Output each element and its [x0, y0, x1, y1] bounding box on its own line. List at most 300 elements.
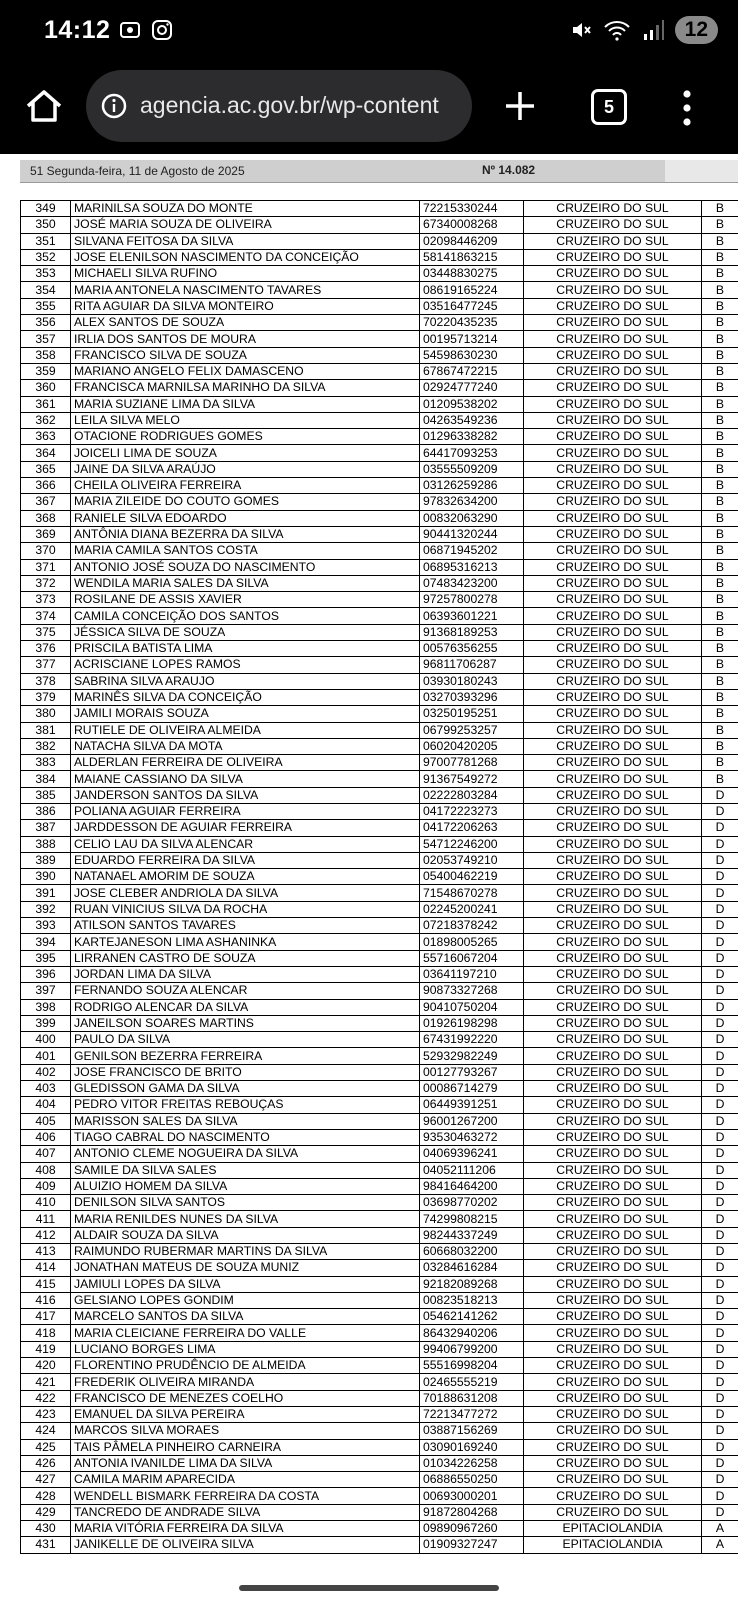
table-row [21, 771, 738, 787]
row-number: 402 [21, 1064, 71, 1080]
category: D [702, 1015, 738, 1031]
browser-toolbar [0, 62, 738, 154]
table-row [21, 803, 738, 819]
category: B [702, 380, 738, 396]
city: CRUZEIRO DO SUL [524, 1309, 702, 1325]
cpf-number: 02465555219 [420, 1374, 524, 1390]
table-row [21, 363, 738, 379]
cpf-number: 09890967260 [420, 1521, 524, 1537]
person-name: NATANAEL AMORIM DE SOUZA [71, 869, 420, 885]
table-row [21, 1162, 738, 1178]
person-name: ALUIZIO HOMEM DA SILVA [71, 1178, 420, 1194]
category: D [702, 852, 738, 868]
row-number: 387 [21, 820, 71, 836]
table-row [21, 1015, 738, 1031]
category: B [702, 201, 738, 217]
cpf-number: 03284616284 [420, 1260, 524, 1276]
city: CRUZEIRO DO SUL [524, 820, 702, 836]
category: B [702, 331, 738, 347]
table-row [21, 1439, 738, 1455]
row-number: 374 [21, 608, 71, 624]
cpf-number: 00832063290 [420, 510, 524, 526]
row-number: 366 [21, 478, 71, 494]
person-name: MARIANO ANGELO FELIX DAMASCENO [71, 363, 420, 379]
row-number: 384 [21, 771, 71, 787]
city: CRUZEIRO DO SUL [524, 657, 702, 673]
table-row [21, 298, 738, 314]
city: CRUZEIRO DO SUL [524, 1178, 702, 1194]
notification-count-badge: 12 [675, 16, 718, 44]
table-row [21, 1244, 738, 1260]
person-name: JAMIULI LOPES DA SILVA [71, 1276, 420, 1292]
row-number: 352 [21, 249, 71, 265]
issue-number: Nº 14.082 [482, 163, 536, 177]
category: D [702, 869, 738, 885]
category: A [702, 1521, 738, 1537]
category: D [702, 1032, 738, 1048]
city: CRUZEIRO DO SUL [524, 1374, 702, 1390]
row-number: 404 [21, 1097, 71, 1113]
city: CRUZEIRO DO SUL [524, 1325, 702, 1341]
city: CRUZEIRO DO SUL [524, 673, 702, 689]
table-row [21, 673, 738, 689]
row-number: 364 [21, 445, 71, 461]
category: B [702, 510, 738, 526]
category: B [702, 657, 738, 673]
signal-icon [641, 18, 665, 42]
table-row [21, 494, 738, 510]
cpf-number: 99406799200 [420, 1341, 524, 1357]
cpf-number: 06895316213 [420, 559, 524, 575]
row-number: 427 [21, 1472, 71, 1488]
cpf-number: 74299808215 [420, 1211, 524, 1227]
person-name: NATACHA SILVA DA MOTA [71, 738, 420, 754]
row-number: 383 [21, 755, 71, 771]
row-number: 400 [21, 1032, 71, 1048]
category: B [702, 315, 738, 331]
city: CRUZEIRO DO SUL [524, 559, 702, 575]
table-row [21, 934, 738, 950]
person-name: LIRRANEN CASTRO DE SOUZA [71, 950, 420, 966]
clock: 14:12 [44, 16, 111, 44]
city: CRUZEIRO DO SUL [524, 315, 702, 331]
table-row [21, 999, 738, 1015]
category: D [702, 1309, 738, 1325]
table-row [21, 885, 738, 901]
new-tab-icon[interactable] [500, 86, 540, 126]
mute-icon [569, 18, 593, 42]
cpf-number: 03250195251 [420, 706, 524, 722]
city: CRUZEIRO DO SUL [524, 526, 702, 542]
row-number: 382 [21, 738, 71, 754]
table-row [21, 396, 738, 412]
city: CRUZEIRO DO SUL [524, 363, 702, 379]
row-number: 426 [21, 1455, 71, 1471]
city: CRUZEIRO DO SUL [524, 266, 702, 282]
person-name: LEILA SILVA MELO [71, 412, 420, 428]
header-tab [665, 160, 738, 182]
cpf-number: 64417093253 [420, 445, 524, 461]
person-name: MARCOS SILVA MORAES [71, 1423, 420, 1439]
cpf-number: 00086714279 [420, 1081, 524, 1097]
table-row [21, 592, 738, 608]
row-number: 389 [21, 852, 71, 868]
person-name: PAULO DA SILVA [71, 1032, 420, 1048]
person-name: MARIA VITÓRIA FERREIRA DA SILVA [71, 1521, 420, 1537]
cpf-number: 55516998204 [420, 1358, 524, 1374]
person-name: GELSIANO LOPES GONDIM [71, 1292, 420, 1308]
table-row [21, 331, 738, 347]
category: B [702, 445, 738, 461]
cpf-number: 52932982249 [420, 1048, 524, 1064]
city: CRUZEIRO DO SUL [524, 1081, 702, 1097]
row-number: 422 [21, 1390, 71, 1406]
person-name: PRISCILA BATISTA LIMA [71, 641, 420, 657]
person-name: CAMILA CONCEIÇÃO DOS SANTOS [71, 608, 420, 624]
row-number: 429 [21, 1504, 71, 1520]
cpf-number: 00195713214 [420, 331, 524, 347]
city: CRUZEIRO DO SUL [524, 1113, 702, 1129]
table-row [21, 1423, 738, 1439]
person-name: SAMILE DA SILVA SALES [71, 1162, 420, 1178]
person-name: RUAN VINICIUS SILVA DA ROCHA [71, 901, 420, 917]
cpf-number: 97832634200 [420, 494, 524, 510]
cpf-number: 91367549272 [420, 771, 524, 787]
instagram-icon [150, 18, 174, 42]
city: CRUZEIRO DO SUL [524, 1406, 702, 1422]
table-row [21, 608, 738, 624]
category: D [702, 820, 738, 836]
row-number: 418 [21, 1325, 71, 1341]
city: CRUZEIRO DO SUL [524, 738, 702, 754]
cpf-number: 04052111206 [420, 1162, 524, 1178]
cpf-number: 67431992220 [420, 1032, 524, 1048]
city: CRUZEIRO DO SUL [524, 950, 702, 966]
person-name: MAIANE CASSIANO DA SILVA [71, 771, 420, 787]
page-header [20, 160, 738, 183]
city: CRUZEIRO DO SUL [524, 771, 702, 787]
category: D [702, 1227, 738, 1243]
row-number: 379 [21, 689, 71, 705]
row-number: 351 [21, 233, 71, 249]
category: D [702, 1113, 738, 1129]
row-number: 350 [21, 217, 71, 233]
table-row [21, 1390, 738, 1406]
table-row [21, 201, 738, 217]
person-name: MARINILSA SOUZA DO MONTE [71, 201, 420, 217]
category: D [702, 966, 738, 982]
city: CRUZEIRO DO SUL [524, 347, 702, 363]
table-row [21, 1032, 738, 1048]
person-name: ALDAIR SOUZA DA SILVA [71, 1227, 420, 1243]
category: B [702, 624, 738, 640]
cpf-number: 04172206263 [420, 820, 524, 836]
row-number: 390 [21, 869, 71, 885]
category: D [702, 1439, 738, 1455]
table-row [21, 641, 738, 657]
category: D [702, 1146, 738, 1162]
category: A [702, 1537, 738, 1553]
person-name: MARIA ZILEIDE DO COUTO GOMES [71, 494, 420, 510]
category: B [702, 217, 738, 233]
city: CRUZEIRO DO SUL [524, 1341, 702, 1357]
cpf-number: 06020420205 [420, 738, 524, 754]
category: B [702, 608, 738, 624]
row-number: 359 [21, 363, 71, 379]
row-number: 401 [21, 1048, 71, 1064]
city: CRUZEIRO DO SUL [524, 787, 702, 803]
city: CRUZEIRO DO SUL [524, 689, 702, 705]
row-number: 362 [21, 412, 71, 428]
cpf-number: 05462141262 [420, 1309, 524, 1325]
person-name: OTACIONE RODRIGUES GOMES [71, 429, 420, 445]
row-number: 381 [21, 722, 71, 738]
category: D [702, 885, 738, 901]
cpf-number: 00693000201 [420, 1488, 524, 1504]
category: B [702, 249, 738, 265]
row-number: 406 [21, 1129, 71, 1145]
row-number: 378 [21, 673, 71, 689]
category: B [702, 543, 738, 559]
category: D [702, 1292, 738, 1308]
table-row [21, 1504, 738, 1520]
person-name: MARINÊS SILVA DA CONCEIÇÃO [71, 689, 420, 705]
cpf-number: 02222803284 [420, 787, 524, 803]
city: CRUZEIRO DO SUL [524, 1211, 702, 1227]
person-name: JOSE FRANCISCO DE BRITO [71, 1064, 420, 1080]
table-row [21, 1195, 738, 1211]
city: CRUZEIRO DO SUL [524, 1260, 702, 1276]
city: CRUZEIRO DO SUL [524, 1455, 702, 1471]
table-row [21, 282, 738, 298]
table-row [21, 1048, 738, 1064]
cpf-number: 01926198298 [420, 1015, 524, 1031]
category: B [702, 706, 738, 722]
city: CRUZEIRO DO SUL [524, 1195, 702, 1211]
table-row [21, 1064, 738, 1080]
city: CRUZEIRO DO SUL [524, 1244, 702, 1260]
address-bar[interactable] [86, 70, 472, 142]
page-label: 51 Segunda-feira, 11 de Agosto de 2025 [30, 164, 245, 178]
row-number: 407 [21, 1146, 71, 1162]
city: CRUZEIRO DO SUL [524, 901, 702, 917]
table-row [21, 249, 738, 265]
category: B [702, 738, 738, 754]
cpf-number: 03641197210 [420, 966, 524, 982]
table-row [21, 380, 738, 396]
category: B [702, 461, 738, 477]
category: D [702, 999, 738, 1015]
person-name: GENILSON BEZERRA FERREIRA [71, 1048, 420, 1064]
table-row [21, 918, 738, 934]
row-number: 428 [21, 1488, 71, 1504]
city: CRUZEIRO DO SUL [524, 298, 702, 314]
row-number: 405 [21, 1113, 71, 1129]
table-row [21, 1472, 738, 1488]
cpf-number: 00576356255 [420, 641, 524, 657]
category: B [702, 298, 738, 314]
person-name: RITA AGUIAR DA SILVA MONTEIRO [71, 298, 420, 314]
table-row [21, 1276, 738, 1292]
person-name: ALDERLAN FERREIRA DE OLIVEIRA [71, 755, 420, 771]
category: D [702, 918, 738, 934]
category: D [702, 983, 738, 999]
more-menu-icon[interactable] [682, 88, 692, 128]
city: CRUZEIRO DO SUL [524, 608, 702, 624]
home-icon[interactable] [22, 84, 66, 128]
category: B [702, 396, 738, 412]
person-name: POLIANA AGUIAR FERREIRA [71, 803, 420, 819]
row-number: 386 [21, 803, 71, 819]
row-number: 391 [21, 885, 71, 901]
person-name: EDUARDO FERREIRA DA SILVA [71, 852, 420, 868]
person-name: FERNANDO SOUZA ALENCAR [71, 983, 420, 999]
person-name: JOSÉ MARIA SOUZA DE OLIVEIRA [71, 217, 420, 233]
tab-switcher-button[interactable]: 5 [591, 89, 627, 125]
cpf-number: 06449391251 [420, 1097, 524, 1113]
category: B [702, 559, 738, 575]
category: D [702, 901, 738, 917]
category: D [702, 950, 738, 966]
person-name: DENILSON SILVA SANTOS [71, 1195, 420, 1211]
city: CRUZEIRO DO SUL [524, 1129, 702, 1145]
person-name: MARIA RENILDES NUNES DA SILVA [71, 1211, 420, 1227]
table-row [21, 1521, 738, 1537]
table-row [21, 412, 738, 428]
table-row [21, 478, 738, 494]
home-gesture-handle[interactable] [239, 1585, 499, 1591]
city: CRUZEIRO DO SUL [524, 624, 702, 640]
category: D [702, 1081, 738, 1097]
category: D [702, 787, 738, 803]
city: CRUZEIRO DO SUL [524, 836, 702, 852]
url-text[interactable]: agencia.ac.gov.br/wp-content [140, 92, 439, 118]
table-row [21, 869, 738, 885]
cpf-number: 01209538202 [420, 396, 524, 412]
cpf-number: 03930180243 [420, 673, 524, 689]
person-name: KARTEJANESON LIMA ASHANINKA [71, 934, 420, 950]
cpf-number: 01034226258 [420, 1455, 524, 1471]
category: B [702, 641, 738, 657]
cpf-number: 03887156269 [420, 1423, 524, 1439]
row-number: 403 [21, 1081, 71, 1097]
cpf-number: 03126259286 [420, 478, 524, 494]
table-row [21, 738, 738, 754]
city: CRUZEIRO DO SUL [524, 1488, 702, 1504]
cpf-number: 90873327268 [420, 983, 524, 999]
row-number: 371 [21, 559, 71, 575]
city: CRUZEIRO DO SUL [524, 217, 702, 233]
results-table [20, 200, 738, 1554]
category: D [702, 1048, 738, 1064]
category: B [702, 233, 738, 249]
row-number: 365 [21, 461, 71, 477]
cpf-number: 06871945202 [420, 543, 524, 559]
row-number: 376 [21, 641, 71, 657]
row-number: 416 [21, 1292, 71, 1308]
city: CRUZEIRO DO SUL [524, 233, 702, 249]
cpf-number: 70188631208 [420, 1390, 524, 1406]
city: CRUZEIRO DO SUL [524, 1423, 702, 1439]
cpf-number: 08619165224 [420, 282, 524, 298]
table-row [21, 510, 738, 526]
table-row [21, 1292, 738, 1308]
table-row [21, 429, 738, 445]
row-number: 415 [21, 1276, 71, 1292]
person-name: MARIA SUZIANE LIMA DA SILVA [71, 396, 420, 412]
city: CRUZEIRO DO SUL [524, 1504, 702, 1520]
cpf-number: 03270393296 [420, 689, 524, 705]
row-number: 375 [21, 624, 71, 640]
table-row [21, 755, 738, 771]
table-row [21, 1227, 738, 1243]
table-row [21, 266, 738, 282]
category: B [702, 592, 738, 608]
category: D [702, 836, 738, 852]
table-row [21, 445, 738, 461]
person-name: MARISSON SALES DA SILVA [71, 1113, 420, 1129]
category: D [702, 1129, 738, 1145]
cpf-number: 03448830275 [420, 266, 524, 282]
city: CRUZEIRO DO SUL [524, 1064, 702, 1080]
table-row [21, 461, 738, 477]
person-name: LUCIANO BORGES LIMA [71, 1341, 420, 1357]
site-info-icon[interactable] [100, 92, 128, 120]
city: CRUZEIRO DO SUL [524, 412, 702, 428]
category: D [702, 1341, 738, 1357]
city: CRUZEIRO DO SUL [524, 722, 702, 738]
category: D [702, 934, 738, 950]
person-name: JOSE CLEBER ANDRIOLA DA SILVA [71, 885, 420, 901]
cpf-number: 03555509209 [420, 461, 524, 477]
city: CRUZEIRO DO SUL [524, 803, 702, 819]
cpf-number: 60668032200 [420, 1244, 524, 1260]
table-row [21, 1097, 738, 1113]
row-number: 420 [21, 1358, 71, 1374]
cpf-number: 06886550250 [420, 1472, 524, 1488]
row-number: 370 [21, 543, 71, 559]
table-row [21, 706, 738, 722]
cpf-number: 70220435235 [420, 315, 524, 331]
cpf-number: 55716067204 [420, 950, 524, 966]
table-row [21, 1113, 738, 1129]
row-number: 421 [21, 1374, 71, 1390]
person-name: JONATHAN MATEUS DE SOUZA MUNIZ [71, 1260, 420, 1276]
city: CRUZEIRO DO SUL [524, 461, 702, 477]
person-name: TANCREDO DE ANDRADE SILVA [71, 1504, 420, 1520]
category: D [702, 803, 738, 819]
row-number: 394 [21, 934, 71, 950]
city: EPITACIOLANDIA [524, 1521, 702, 1537]
city: CRUZEIRO DO SUL [524, 201, 702, 217]
city: CRUZEIRO DO SUL [524, 396, 702, 412]
row-number: 412 [21, 1227, 71, 1243]
category: B [702, 494, 738, 510]
category: D [702, 1406, 738, 1422]
table-row [21, 1178, 738, 1194]
table-row [21, 1455, 738, 1471]
person-name: WENDILA MARIA SALES DA SILVA [71, 575, 420, 591]
city: CRUZEIRO DO SUL [524, 1472, 702, 1488]
category: D [702, 1374, 738, 1390]
person-name: EMANUEL DA SILVA PEREIRA [71, 1406, 420, 1422]
row-number: 398 [21, 999, 71, 1015]
person-name: CELIO LAU DA SILVA ALENCAR [71, 836, 420, 852]
city: CRUZEIRO DO SUL [524, 641, 702, 657]
row-number: 393 [21, 918, 71, 934]
row-number: 363 [21, 429, 71, 445]
category: D [702, 1358, 738, 1374]
